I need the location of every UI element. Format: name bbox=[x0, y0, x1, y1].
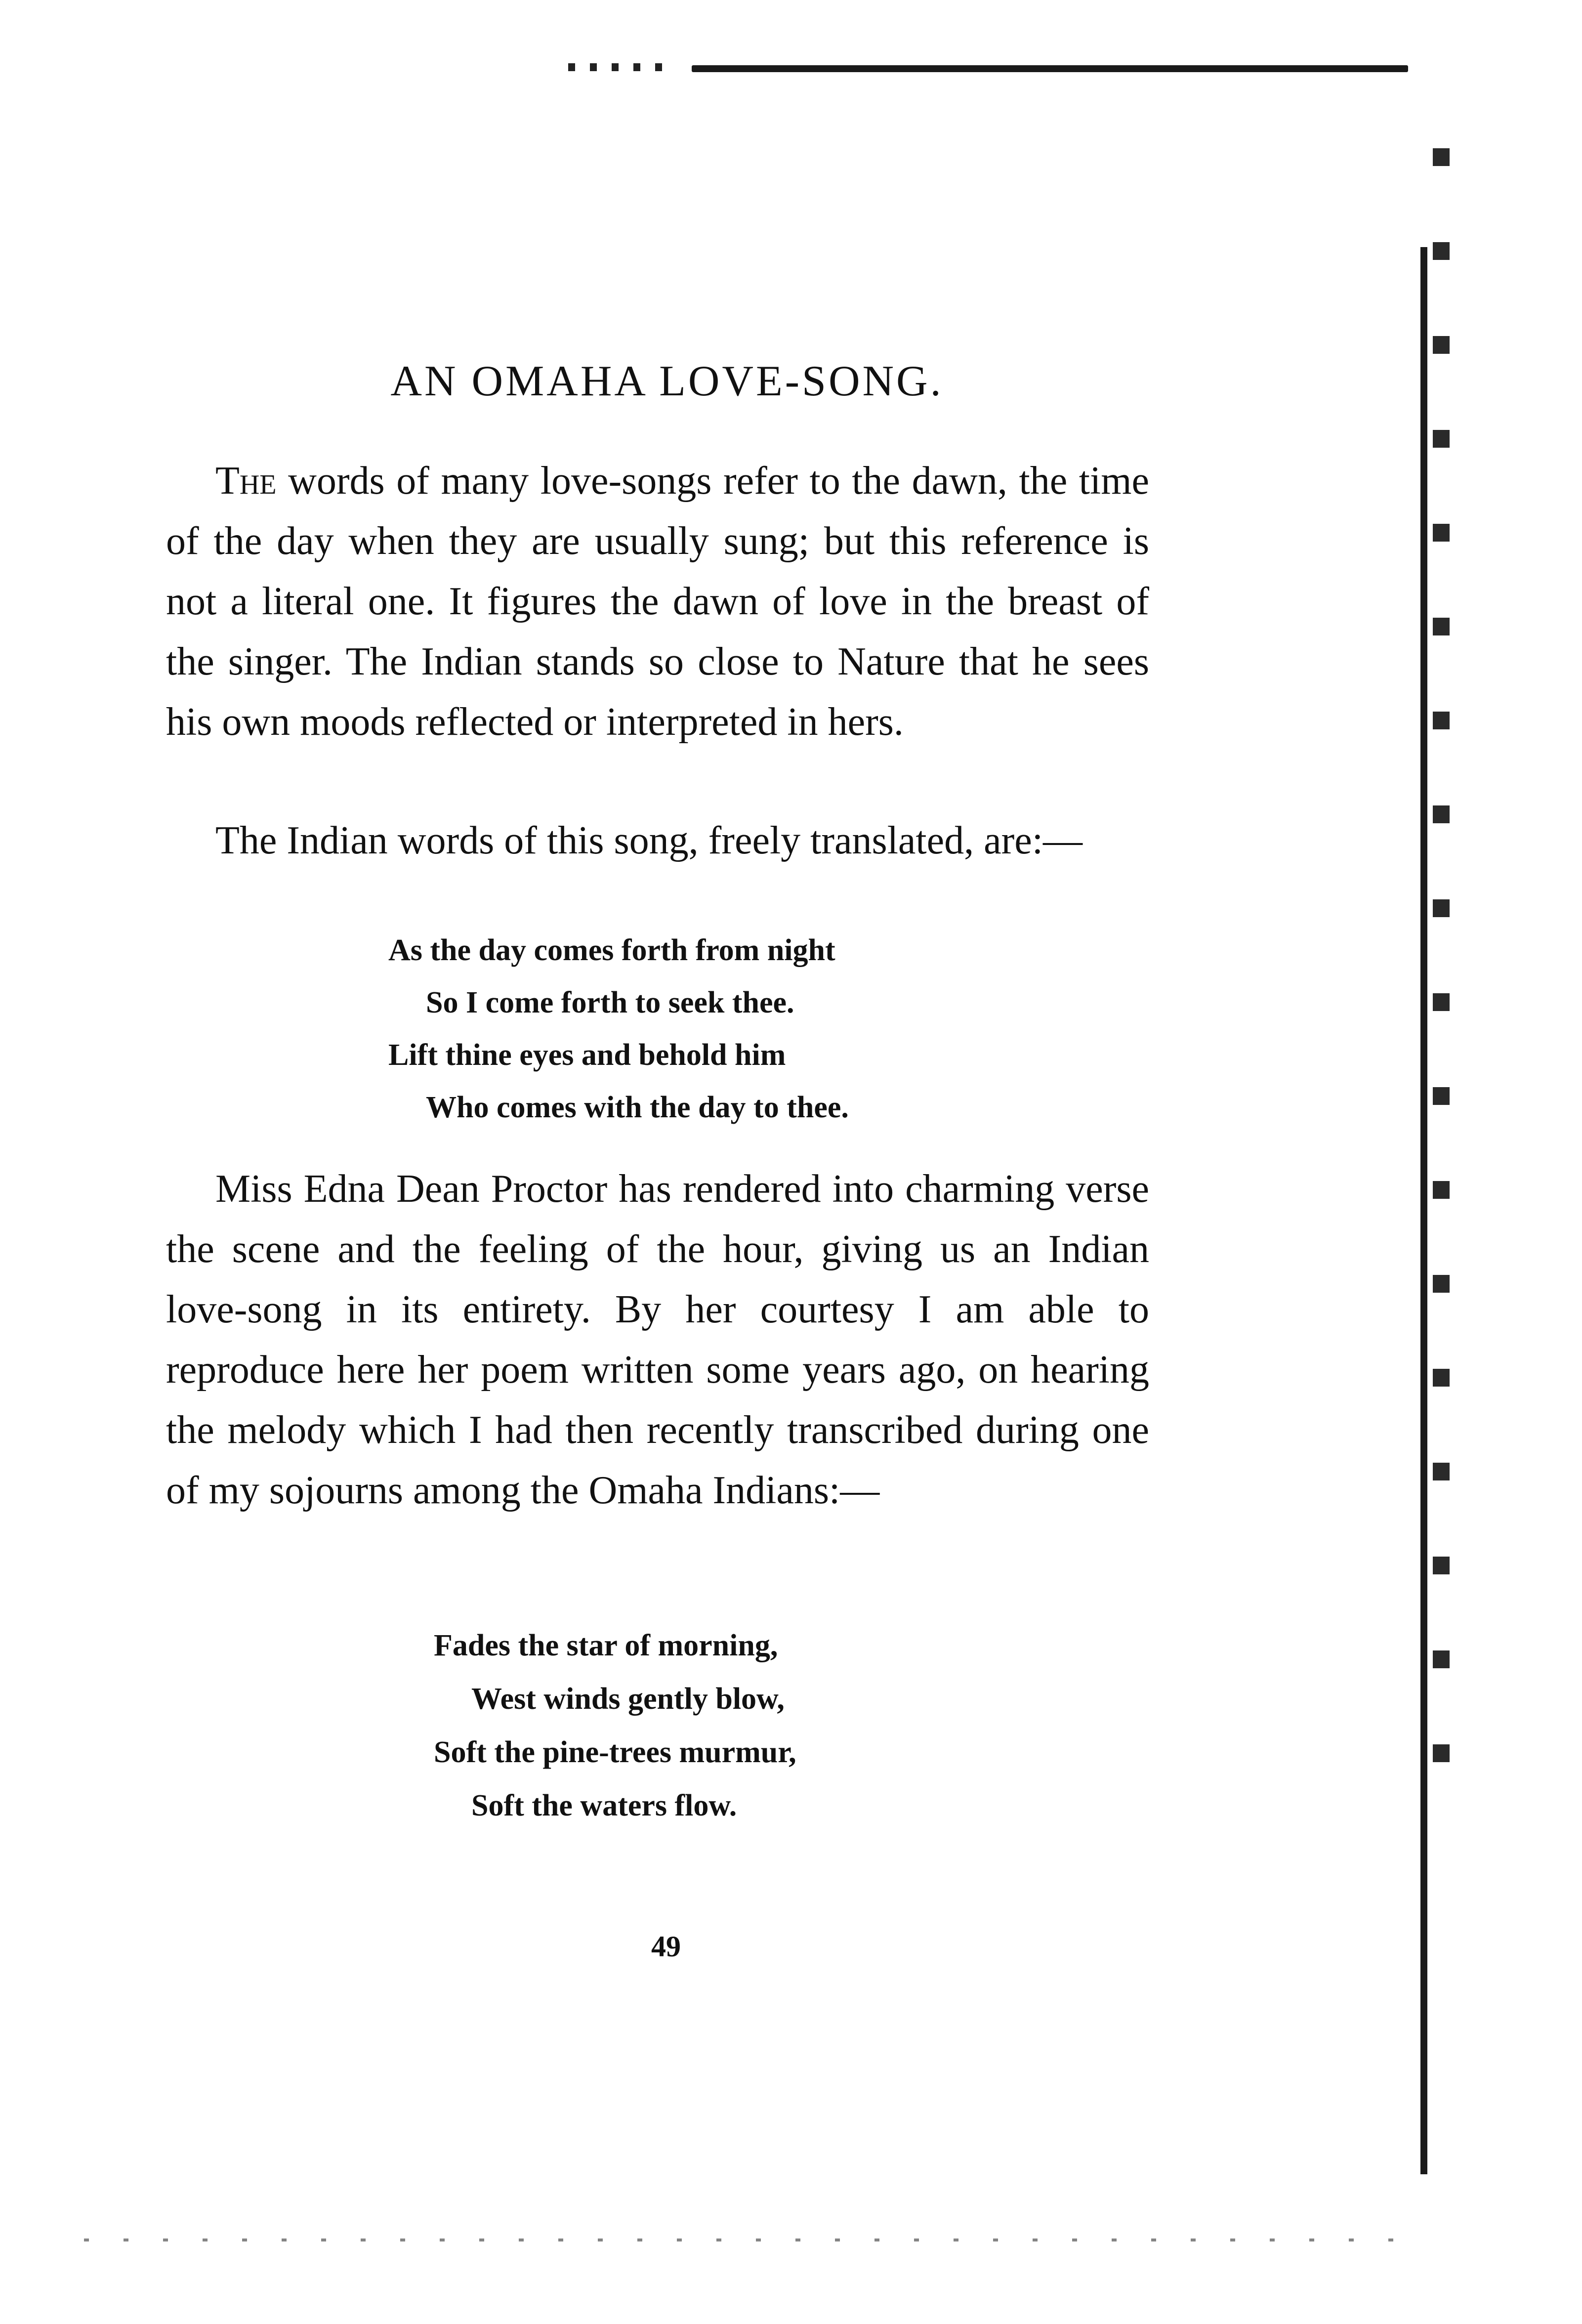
chapter-title: AN OMAHA LOVE-SONG. bbox=[390, 357, 944, 405]
poem-verse bbox=[434, 1619, 796, 1832]
scan-artifact-bottom-specks bbox=[84, 2239, 1393, 2241]
paragraph-1-text: words of many love-songs refer to the dawn, the time of the day when they are usually sung; but this reference is not a literal one. It figures the dawn of love in the breast of the singer. The Indian stands so close to Nature that he sees his own moods reflected or interpreted in hers. bbox=[166, 459, 1149, 744]
scan-artifact-binding-marks bbox=[1433, 148, 1450, 1779]
verse-line: Soft the pine-trees murmur, bbox=[434, 1735, 796, 1769]
verse-line: Soft the waters flow. bbox=[471, 1789, 737, 1822]
scan-artifact-binding-edge bbox=[1420, 247, 1427, 2174]
verse-line: Lift thine eyes and behold him bbox=[388, 1038, 786, 1072]
paragraph-3: Miss Edna Dean Proctor has rendered into charming verse the scene and the feeling of the hour, giving us an Indian love-song in its entirety. By her courtesy I am able to reproduce here her poem written some years ago, on hearing the melody which I had then recently transcribed during one of my sojourns among the Omaha Indians:— bbox=[166, 1167, 1149, 1512]
scan-artifact-top-dots bbox=[568, 63, 677, 71]
verse-line: West winds gently blow, bbox=[471, 1682, 785, 1716]
verse-line: Who comes with the day to thee. bbox=[426, 1091, 849, 1124]
verse-line: Fades the star of morning, bbox=[434, 1629, 778, 1662]
paragraph-2: The Indian words of this song, freely translated, are:— bbox=[215, 819, 1083, 862]
page-number: 49 bbox=[651, 1930, 681, 1963]
paragraph-1 bbox=[166, 451, 1149, 752]
verse-line: As the day comes forth from night bbox=[388, 933, 835, 967]
verse-line: So I come forth to seek thee. bbox=[426, 986, 794, 1019]
scan-artifact-top-rule bbox=[692, 65, 1408, 72]
translation-verse bbox=[388, 924, 849, 1134]
paragraph-1-lead: The bbox=[215, 459, 277, 503]
